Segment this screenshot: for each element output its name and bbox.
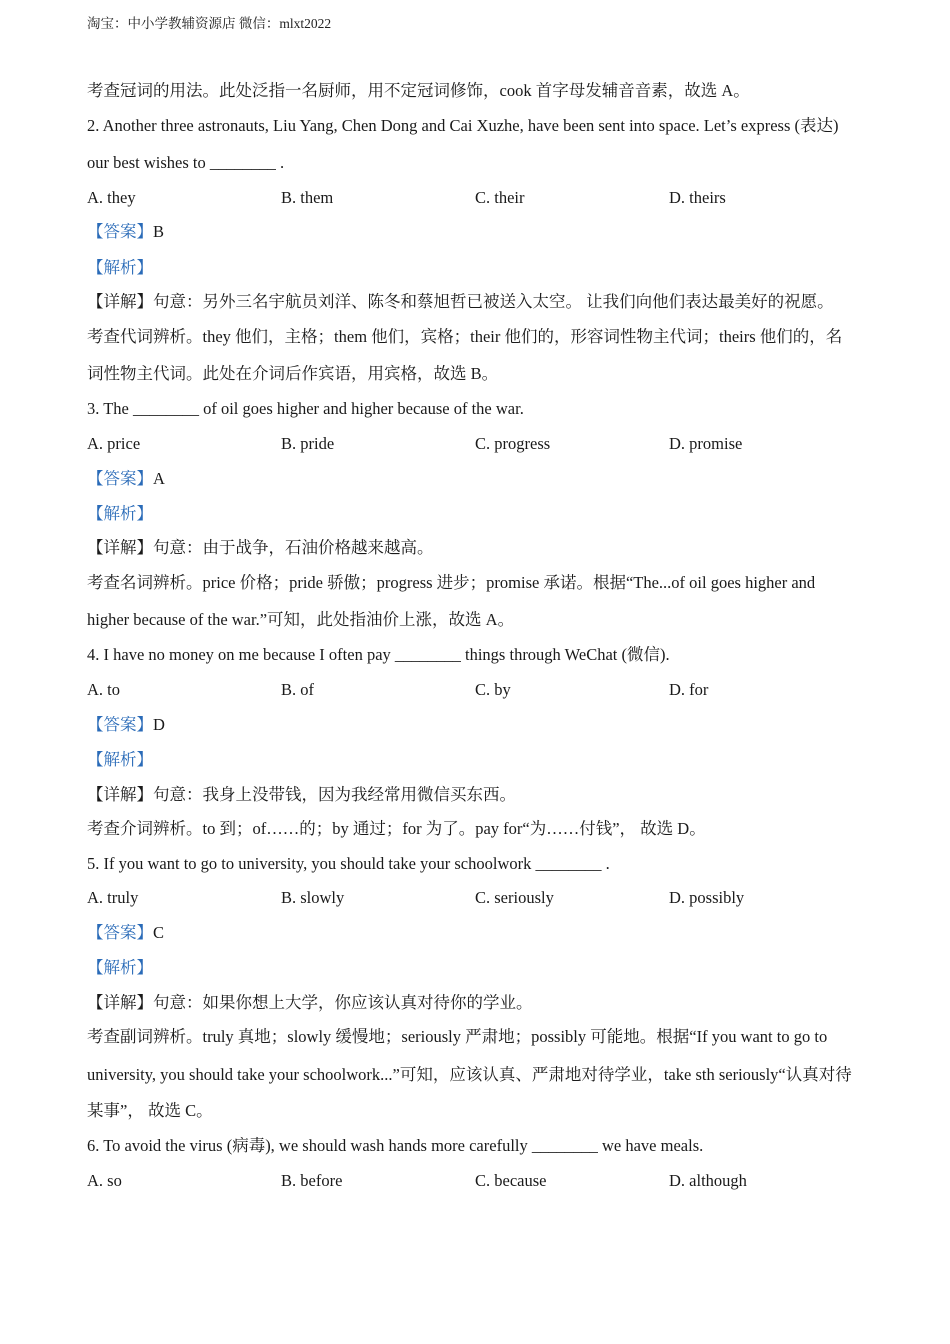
answer-label: 【答案】 xyxy=(87,923,153,942)
answer-value: D xyxy=(153,715,165,734)
question-4-option-c: C. by xyxy=(475,680,511,699)
question-5-option-c: C. seriously xyxy=(475,888,554,907)
answer-label: 【答案】 xyxy=(87,469,153,488)
answer-value: A xyxy=(153,469,165,488)
question-3-detail-line-2: 考查名词辨析。price 价格；pride 骄傲；progress 进步；promise 承诺。根据“The...of oil goes higher and xyxy=(87,573,816,592)
question-4-answer xyxy=(87,715,877,735)
question-2-detail-line-3: 词性物主代词。此处在介词后作宾语，用宾格，故选 B。 xyxy=(87,364,499,383)
question-3-answer xyxy=(87,469,877,489)
question-3-option-b: B. pride xyxy=(281,434,335,453)
question-5-detail-line-1: 【详解】句意：如果你想上大学，你应该认真对待你的学业。 xyxy=(87,993,533,1012)
question-4-analysis-label: 【解析】 xyxy=(87,750,153,769)
question-2-option-d: D. theirs xyxy=(669,188,726,207)
question-2-option-a: A. they xyxy=(87,188,136,207)
question-5-option-b: B. slowly xyxy=(281,888,345,907)
question-3-stem: 3. The ________ of oil goes higher and higher because of the war. xyxy=(87,399,524,418)
question-5-option-a: A. truly xyxy=(87,888,139,907)
question-4-option-d: D. for xyxy=(669,680,709,699)
answer-value: C xyxy=(153,923,165,942)
page-header: 淘宝：中小学教辅资源店 微信：mlxt2022 xyxy=(87,16,332,31)
question-4-detail-line-2: 考查介词辨析。to 到；of……的；by 通过；for 为了。pay for“为……付钱”， 故选 D。 xyxy=(87,819,706,838)
question-4-option-a: A. to xyxy=(87,680,120,699)
question-4-stem: 4. I have no money on me because I often pay ________ things through WeChat (微信). xyxy=(87,645,670,664)
question-3-option-d: D. promise xyxy=(669,434,743,453)
question-2-detail-line-2: 考查代词辨析。they 他们，主格；them 他们，宾格；their 他们的，形容词性物主代词；theirs 他们的，名 xyxy=(87,327,843,346)
question-3-detail-line-1: 【详解】句意：由于战争，石油价格越来越高。 xyxy=(87,538,434,557)
intro-line: 考查冠词的用法。此处泛指一名厨师，用不定冠词修饰，cook 首字母发辅音音素，故选 A。 xyxy=(87,81,750,100)
question-5-option-d: D. possibly xyxy=(669,888,745,907)
question-3-detail-line-3: higher because of the war.”可知，此处指油价上涨，故选 A。 xyxy=(87,610,515,629)
question-2-answer xyxy=(87,222,877,242)
question-5-answer xyxy=(87,923,877,943)
question-6-stem: 6. To avoid the virus (病毒), we should wash hands more carefully ________ we have meals. xyxy=(87,1136,704,1155)
question-6-option-b: B. before xyxy=(281,1171,343,1190)
question-4-detail-line-1: 【详解】句意：我身上没带钱，因为我经常用微信买东西。 xyxy=(87,785,516,804)
question-2-stem-line-1: 2. Another three astronauts, Liu Yang, Chen Dong and Cai Xuzhe, have been sent into space. Let’s express (表达) xyxy=(87,116,839,135)
question-6-option-d: D. although xyxy=(669,1171,747,1190)
question-2-option-b: B. them xyxy=(281,188,334,207)
question-3-option-a: A. price xyxy=(87,434,141,453)
answer-label: 【答案】 xyxy=(87,222,153,241)
question-2-stem-line-2: our best wishes to ________ . xyxy=(87,153,285,172)
question-5-stem: 5. If you want to go to university, you should take your schoolwork ________ . xyxy=(87,854,610,873)
answer-value: B xyxy=(153,222,165,241)
question-3-option-c: C. progress xyxy=(475,434,551,453)
question-5-detail-line-3: university, you should take your schoolwork...”可知，应该认真、严肃地对待学业，take sth seriously“认真对待 xyxy=(87,1065,852,1084)
question-4-option-b: B. of xyxy=(281,680,314,699)
question-2-analysis-label: 【解析】 xyxy=(87,258,153,277)
question-2-option-c: C. their xyxy=(475,188,525,207)
question-3-analysis-label: 【解析】 xyxy=(87,504,153,523)
question-6-option-a: A. so xyxy=(87,1171,122,1190)
question-5-detail-line-2: 考查副词辨析。truly 真地；slowly 缓慢地；seriously 严肃地；possibly 可能地。根据“If you want to go to xyxy=(87,1027,828,1046)
question-2-detail-line-1: 【详解】句意：另外三名宇航员刘洋、陈冬和蔡旭哲已被送入太空。 让我们向他们表达最美好的祝愿。 xyxy=(87,292,834,311)
question-5-detail-line-4: 某事”， 故选 C。 xyxy=(87,1101,213,1120)
question-6-option-c: C. because xyxy=(475,1171,547,1190)
answer-label: 【答案】 xyxy=(87,715,153,734)
question-5-analysis-label: 【解析】 xyxy=(87,958,153,977)
